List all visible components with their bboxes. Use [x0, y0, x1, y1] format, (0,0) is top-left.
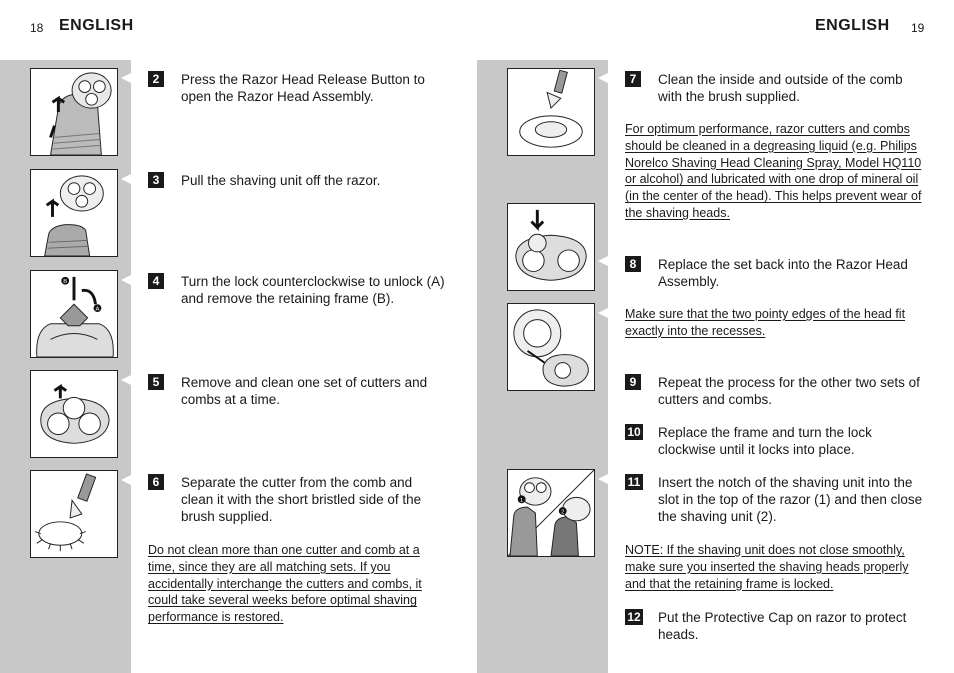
step-text: Pull the shaving unit off the razor.: [181, 173, 381, 188]
step-number-badge: 12: [625, 609, 643, 625]
pointy-edges-note: Make sure that the two pointy edges of the head fit exactly into the recesses.: [625, 307, 906, 338]
figure-pointer-arrow: [121, 275, 131, 285]
step-number-badge: 9: [625, 374, 641, 390]
left-page-language-heading: ENGLISH: [59, 17, 134, 34]
step-text: Turn the lock counterclockwise to unlock (A) and remove the retaining frame (B).: [181, 274, 445, 306]
brush-cleaning-illustration: [30, 470, 118, 558]
step-text: Repeat the process for the other two sets of cutters and combs.: [658, 375, 920, 407]
degreasing-note: For optimum performance, razor cutters and combs should be cleaned in a degreasing liquid (e.g. Philips Norelco Shaving Head Cleaning Spray, Model HQ110 or alcohol) and lubricated with one drop of mineral oil (in the center of the head). This helps prevent wear of the shaving heads.: [625, 122, 922, 220]
lock-unlock-illustration: [30, 270, 118, 358]
closing-note: NOTE: If the shaving unit does not close smoothly, make sure you inserted the shaving heads properly and that the retaining frame is locked.: [625, 543, 909, 591]
razor-head-release-illustration: [30, 68, 118, 156]
insert-label-2: 2: [561, 509, 565, 516]
right-page-number: 19: [911, 21, 925, 35]
step-number-badge: 2: [148, 71, 164, 87]
step-text: Insert the notch of the shaving unit into the slot in the top of the razor (1) and then close the shaving unit (2).: [658, 475, 923, 524]
step-number-badge: 8: [625, 256, 641, 272]
shaving-unit-removal-illustration: [30, 169, 118, 257]
step-number-badge: 7: [625, 71, 641, 87]
cleaning-caution-note: Do not clean more than one cutter and comb at a time, since they are all matching sets. If you accidentally interchange the cutters and combs, it could take several weeks before optimal shaving performance is restored.: [148, 543, 422, 625]
insert-label-1: 1: [520, 497, 524, 504]
step-text: Separate the cutter from the comb and clean it with the short bristled side of the brush supplied.: [181, 475, 422, 524]
step-text: Replace the set back into the Razor Head Assembly.: [658, 257, 908, 289]
figure-pointer-arrow: [598, 256, 608, 266]
step-number-badge: 11: [625, 474, 643, 490]
step-number-badge: 10: [625, 424, 643, 440]
step-number-badge: 3: [148, 172, 164, 188]
step-number-badge: 6: [148, 474, 164, 490]
figure-pointer-arrow: [598, 308, 608, 318]
figure-pointer-arrow: [121, 375, 131, 385]
step-text: Replace the frame and turn the lock clockwise until it locks into place.: [658, 425, 872, 457]
step-text: Press the Razor Head Release Button to open the Razor Head Assembly.: [181, 72, 425, 104]
step-number-badge: 5: [148, 374, 164, 390]
left-page-number: 18: [30, 21, 44, 35]
right-page-language-heading: ENGLISH: [815, 17, 890, 34]
step-text: Put the Protective Cap on razor to protect heads.: [658, 610, 907, 642]
figure-pointer-arrow: [121, 174, 131, 184]
step-number-badge: 4: [148, 273, 164, 289]
figure-pointer-arrow: [598, 73, 608, 83]
lock-label-a: A: [95, 306, 100, 313]
comb-brush-illustration: [507, 68, 595, 156]
figure-pointer-arrow: [121, 73, 131, 83]
shaving-unit-insert-illustration: [507, 469, 595, 557]
figure-pointer-arrow: [598, 474, 608, 484]
pointy-edges-illustration: [507, 303, 595, 391]
step-text: Clean the inside and outside of the comb with the brush supplied.: [658, 72, 903, 104]
step-text: Remove and clean one set of cutters and combs at a time.: [181, 375, 428, 407]
figure-pointer-arrow: [121, 475, 131, 485]
cutter-removal-illustration: [30, 370, 118, 458]
lock-label-b: B: [63, 279, 68, 286]
set-replace-illustration: [507, 203, 595, 291]
